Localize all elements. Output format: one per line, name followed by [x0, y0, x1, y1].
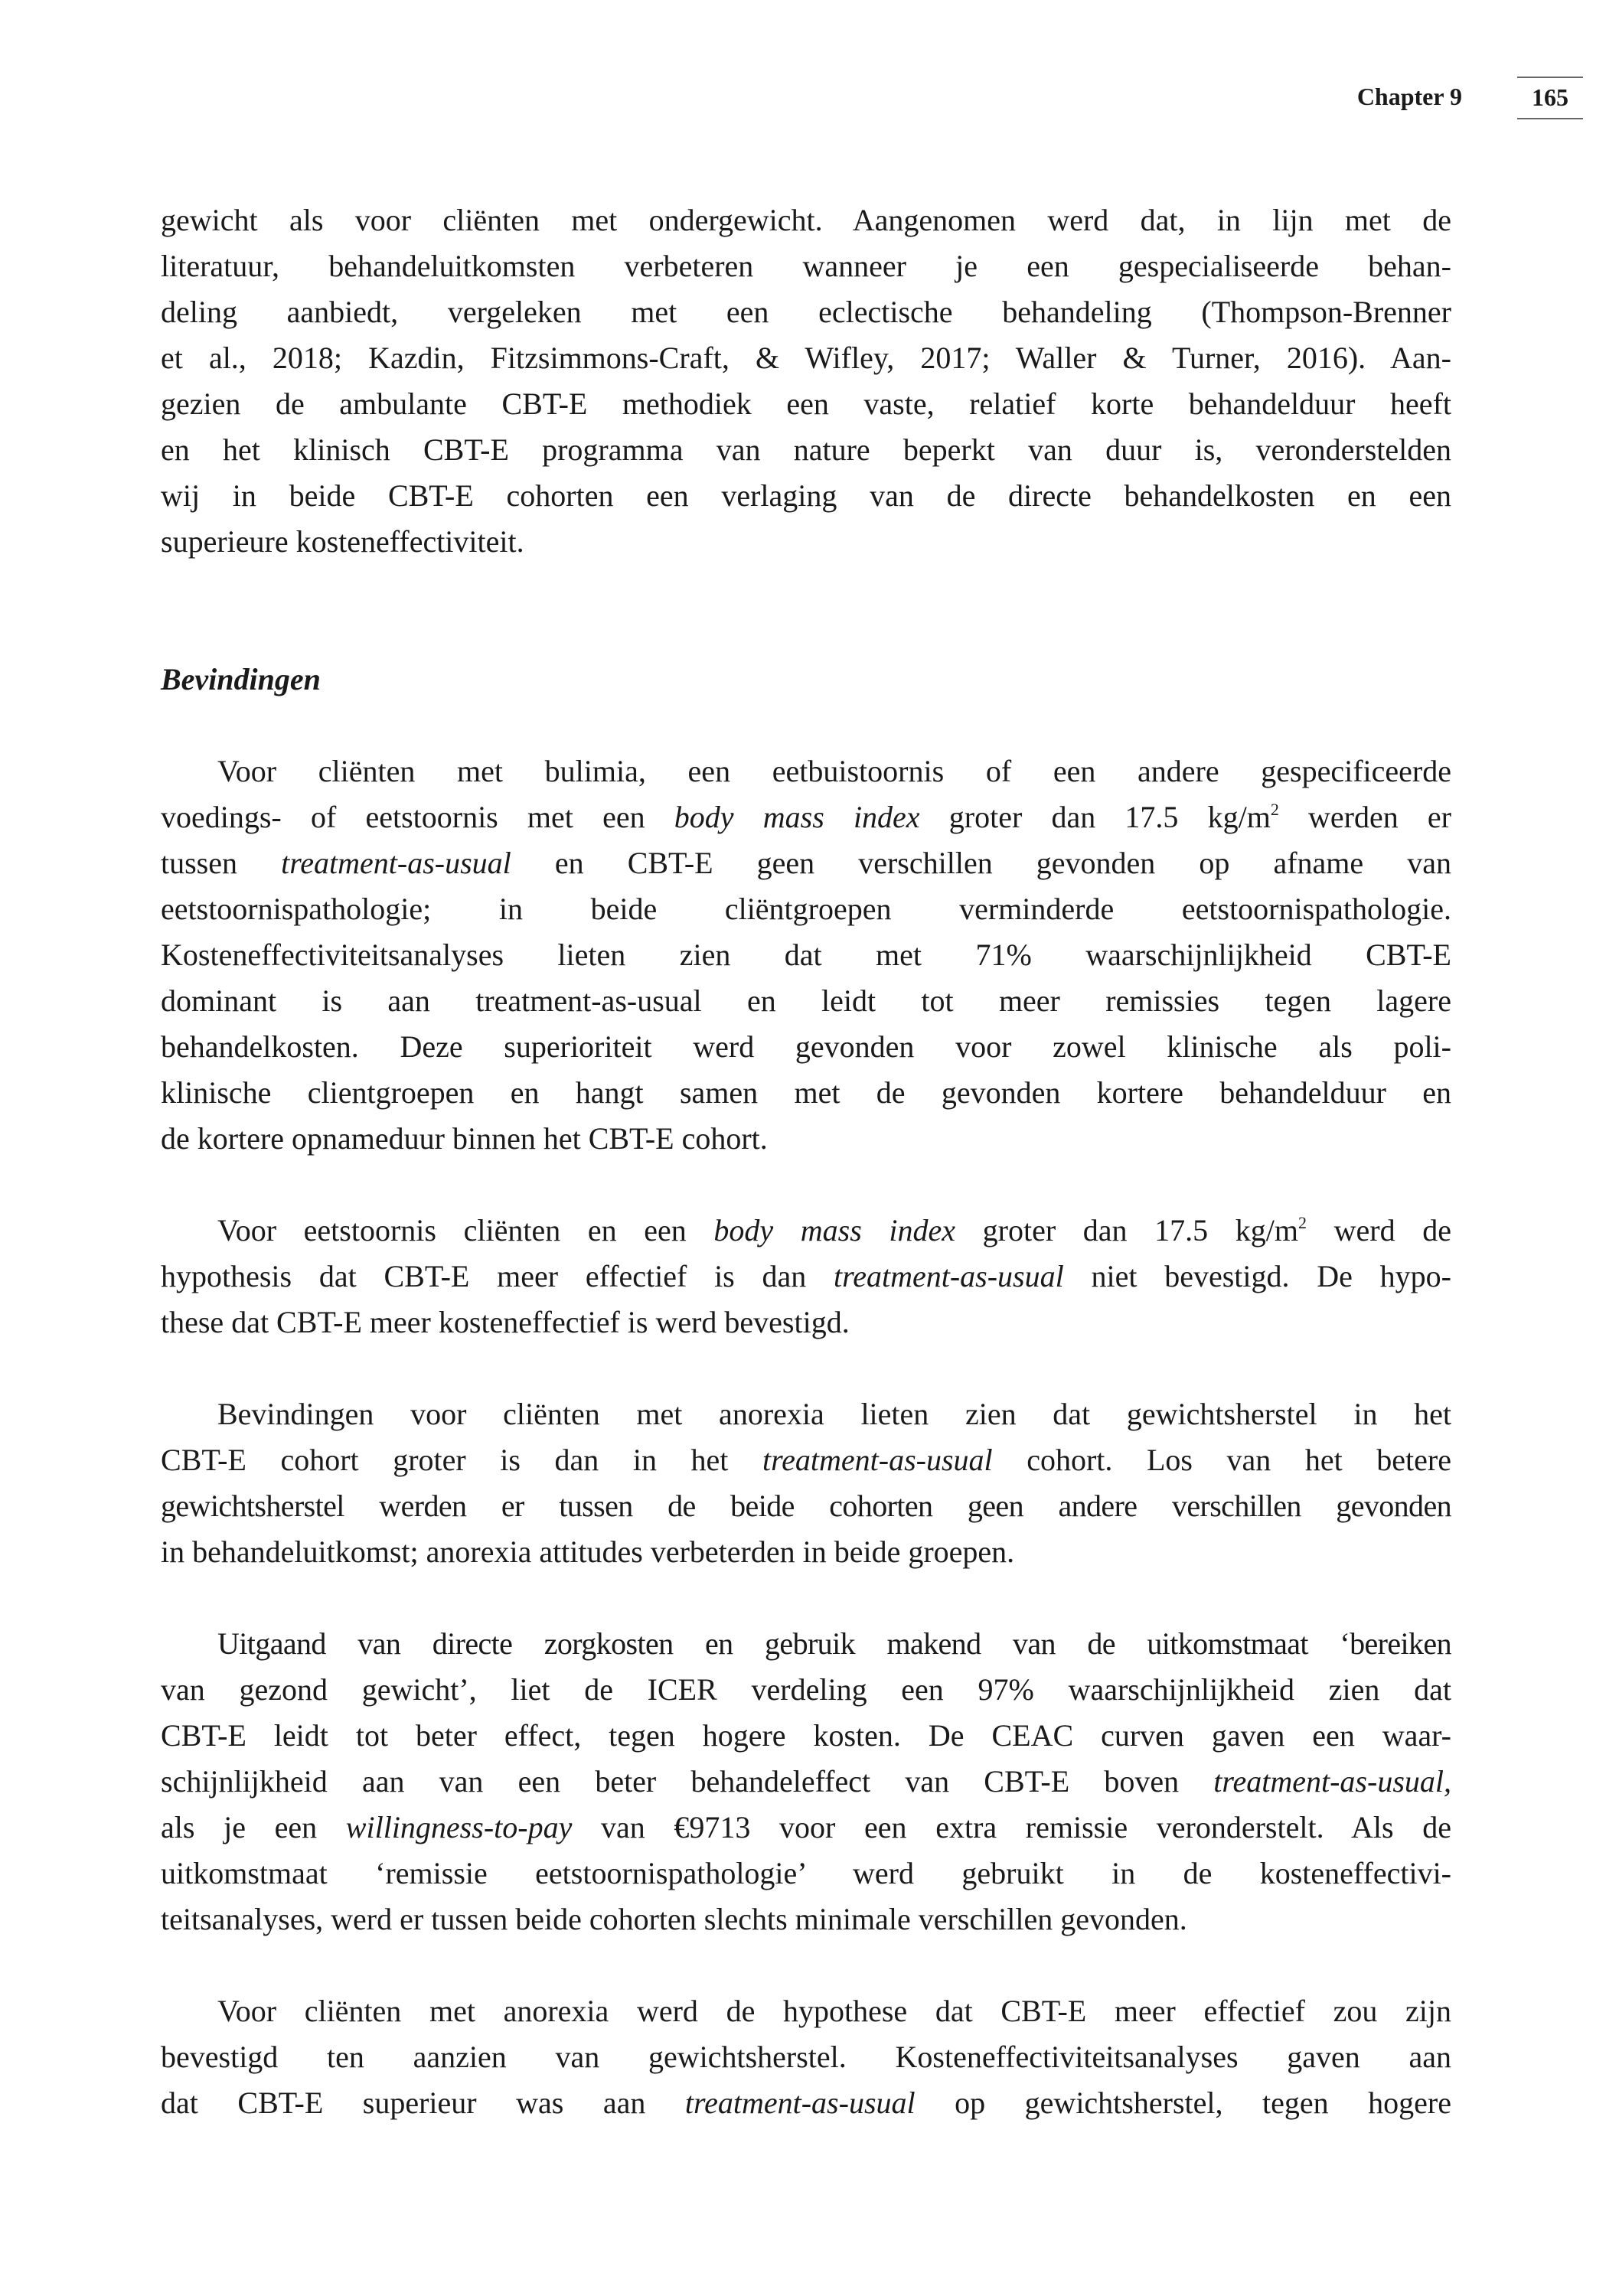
paragraph-intro [161, 197, 1451, 565]
page-number: 165 [1517, 77, 1583, 119]
text-line: schijnlijkheid aan van een beter behandeleffect van CBT-E boven treatment-as-usual, [161, 1764, 1451, 1799]
text-line: bevestigd ten aanzien van gewichtsherstel. Kosteneffectiviteitsanalyses gaven aan [161, 2040, 1451, 2074]
text-line: wij in beide CBT-E cohorten een verlaging van de directe behandelkosten en een [161, 478, 1451, 513]
text-line: dominant is aan treatment-as-usual en leidt tot meer remissies tegen lagere [161, 983, 1451, 1018]
text-line: Voor cliënten met anorexia werd de hypothese dat CBT-E meer effectief zou zijn [217, 1994, 1451, 2028]
text-line: literatuur, behandeluitkomsten verbeteren wanneer je een gespecialiseerde behan- [161, 249, 1451, 283]
section-heading: Bevindingen [161, 662, 321, 696]
text-line: tussen treatment-as-usual en CBT-E geen verschillen gevonden op afname van [161, 846, 1451, 880]
text-line: hypothesis dat CBT-E meer effectief is dan treatment-as-usual niet bevestigd. De hypo- [161, 1259, 1451, 1293]
text-line: in behandeluitkomst; anorexia attitudes verbeterden in beide groepen. [161, 1534, 1015, 1569]
chapter-label: Chapter 9 [1356, 83, 1462, 110]
paragraph-costs [161, 1621, 1451, 1942]
text-line: Voor cliënten met bulimia, een eetbuistoornis of een andere gespecificeerde [217, 754, 1451, 788]
text-line: behandelkosten. Deze superioriteit werd gevonden voor zowel klinische als poli- [161, 1029, 1451, 1064]
text-line: Kosteneffectiviteitsanalyses lieten zien dat met 71% waarschijnlijkheid CBT-E [161, 938, 1451, 972]
text-line: gewichtsherstel werden er tussen de beide cohorten geen andere verschillen gevonden [161, 1489, 1451, 1523]
text-line: van gezond gewicht’, liet de ICER verdeling een 97% waarschijnlijkheid zien dat [161, 1672, 1451, 1707]
text-line: uitkomstmaat ‘remissie eetstoornispathologie’ werd gebruikt in de kosteneffectivi- [161, 1856, 1451, 1890]
paragraph-anorexia-hypothesis [161, 1988, 1451, 2126]
text-line: CBT-E leidt tot beter effect, tegen hogere kosten. De CEAC curven gaven een waar- [161, 1718, 1451, 1753]
paragraph-bulimia [161, 748, 1451, 1162]
text-line: Bevindingen voor cliënten met anorexia lieten zien dat gewichtsherstel in het [217, 1397, 1451, 1431]
text-line: Uitgaand van directe zorgkosten en gebruik makend van de uitkomstmaat ‘bereiken [217, 1626, 1451, 1661]
page-header [0, 77, 1619, 122]
text-line: eetstoornispathologie; in beide cliëntgroepen verminderde eetstoornispathologie. [161, 892, 1451, 926]
text-line: klinische clientgroepen en hangt samen met de gevonden kortere behandelduur en [161, 1075, 1451, 1110]
text-line: de kortere opnameduur binnen het CBT-E cohort. [161, 1121, 768, 1156]
text-line: superieure kosteneffectiviteit. [161, 524, 524, 559]
text-line: en het klinisch CBT-E programma van nature beperkt van duur is, veronderstelden [161, 432, 1451, 467]
text-line: teitsanalyses, werd er tussen beide cohorten slechts minimale verschillen gevonden. [161, 1902, 1187, 1936]
text-line: deling aanbiedt, vergeleken met een eclectische behandeling (Thompson-Brenner [161, 295, 1451, 329]
text-line: voedings- of eetstoornis met een body mass index groter dan 17.5 $kg/m^2$ werden er [161, 800, 1451, 834]
text-line: these dat CBT-E meer kosteneffectief is werd bevestigd. [161, 1305, 850, 1339]
text-line: Voor eetstoornis cliënten en een body mass index groter dan 17.5 $kg/m^2$ werd de [217, 1213, 1451, 1247]
text-line: et al., 2018; Kazdin, Fitzsimmons-Craft, & Wifley, 2017; Waller & Turner, 2016). Aan- [161, 341, 1451, 375]
text-line: dat CBT-E superieur was aan treatment-as-usual op gewichtsherstel, tegen hogere [161, 2086, 1451, 2120]
text-line: CBT-E cohort groter is dan in het treatment-as-usual cohort. Los van het betere [161, 1443, 1451, 1477]
text-line: gewicht als voor cliënten met ondergewicht. Aangenomen werd dat, in lijn met de [161, 203, 1451, 237]
paragraph-anorexia-findings [161, 1391, 1451, 1575]
text-line: gezien de ambulante CBT-E methodiek een vaste, relatief korte behandelduur heeft [161, 386, 1451, 421]
paragraph-bmi-hypothesis [161, 1208, 1451, 1345]
text-line: als je een willingness-to-pay van €9713 voor een extra remissie veronderstelt. Als de [161, 1810, 1452, 1844]
page-body [161, 197, 1451, 2126]
